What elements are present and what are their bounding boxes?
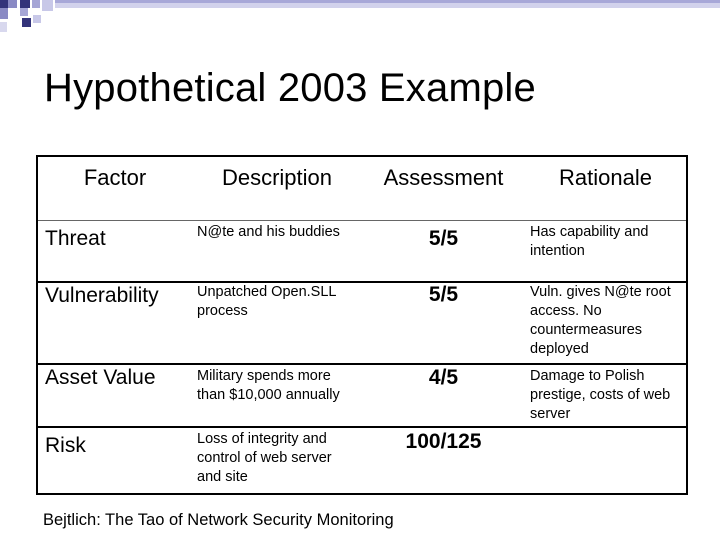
assessment-cell: 5/5 (362, 220, 525, 282)
assessment-cell: 100/125 (362, 427, 525, 494)
table-header-row (37, 156, 687, 220)
rationale-cell: Vuln. gives N@te root access. No countermeasures deployed (525, 282, 687, 364)
rationale-cell (525, 427, 687, 494)
description-cell: Military spends more than $10,000 annually (192, 364, 362, 427)
factor-cell: Asset Value (37, 364, 192, 427)
header-description: Description (192, 156, 362, 220)
description-cell: N@te and his buddies (192, 220, 362, 282)
header-factor: Factor (37, 156, 192, 220)
description-cell: Unpatched Open.SLL process (192, 282, 362, 364)
risk-assessment-table (36, 155, 688, 495)
factor-cell: Threat (37, 220, 192, 282)
assessment-cell: 4/5 (362, 364, 525, 427)
slide-title: Hypothetical 2003 Example (44, 66, 536, 110)
source-citation: Bejtlich: The Tao of Network Security Monitoring (43, 511, 394, 529)
table-row (37, 220, 687, 282)
rationale-cell: Has capability and intention (525, 220, 687, 282)
table-row (37, 427, 687, 494)
header-rationale: Rationale (525, 156, 687, 220)
factor-cell: Risk (37, 427, 192, 494)
table-row (37, 282, 687, 364)
header-assessment: Assessment (362, 156, 525, 220)
decorative-square-pattern (0, 0, 720, 40)
table-row (37, 364, 687, 427)
rationale-cell: Damage to Polish prestige, costs of web server (525, 364, 687, 427)
description-cell: Loss of integrity and control of web server and site (192, 427, 362, 494)
factor-cell: Vulnerability (37, 282, 192, 364)
assessment-cell: 5/5 (362, 282, 525, 364)
